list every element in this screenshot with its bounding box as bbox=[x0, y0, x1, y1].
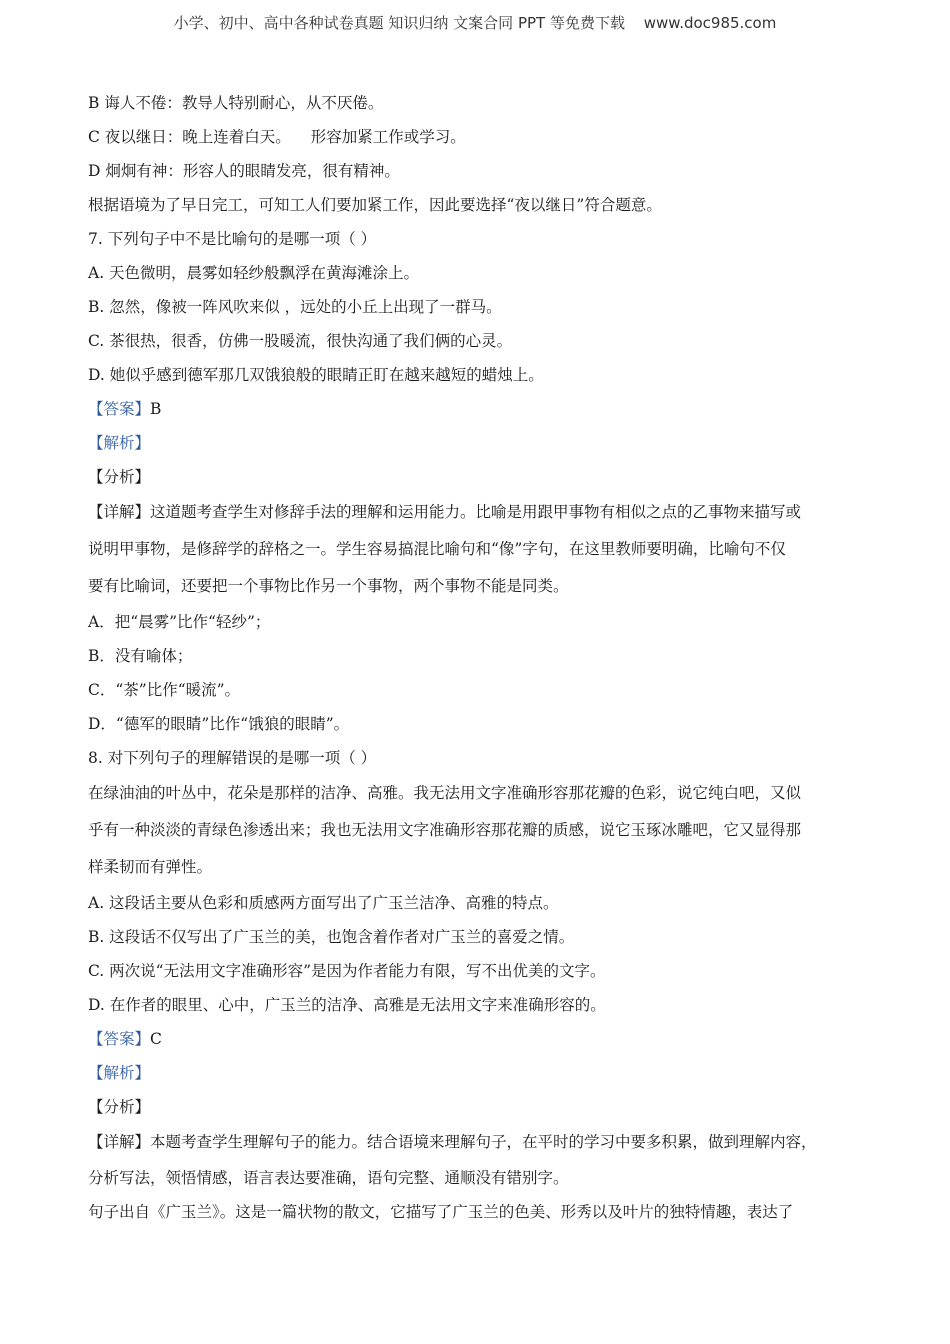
q7-option-c: C. 茶很热，很香，仿佛一股暖流，很快沟通了我们俩的心灵。 bbox=[88, 332, 513, 350]
q7-answer-tag: 【答案】 bbox=[88, 400, 151, 418]
q8-option-b: B. 这段话不仅写出了广玉兰的美，也饱含着作者对广玉兰的喜爱之情。 bbox=[88, 928, 575, 946]
q7-detail-line-3: 要有比喻词，还要把一个事物比作另一个事物，两个事物不能是同类。 bbox=[88, 577, 569, 595]
q7-fenxi: 【分析】 bbox=[88, 468, 151, 486]
prev-option-b: B 诲人不倦：教导人特别耐心，从不厌倦。 bbox=[88, 94, 384, 112]
q8-passage-line-3: 样柔韧而有弹性。 bbox=[88, 858, 213, 876]
prev-option-c-part1: C 夜以继日：晚上连着白天。 bbox=[88, 128, 291, 146]
q8-passage-line-2: 乎有一种淡淡的青绿色渗透出来；我也无法用文字准确形容那花瓣的质感，说它玉琢冰雕吧，它又显得那 bbox=[88, 821, 802, 839]
prev-option-c-part2: 形容加紧工作或学习。 bbox=[310, 128, 466, 146]
page-header bbox=[0, 12, 950, 33]
q8-option-c: C. 两次说“无法用文字准确形容”是因为作者能力有限，写不出优美的文字。 bbox=[88, 962, 606, 980]
q8-analysis-tag: 【解析】 bbox=[88, 1064, 151, 1082]
q7-option-d: D. 她似乎感到德军那几双饿狼般的眼睛正盯在越来越短的蜡烛上。 bbox=[88, 366, 544, 384]
q8-detail-line-2: 分析写法，领悟情感，语言表达要准确，语句完整、通顺没有错别字。 bbox=[88, 1169, 569, 1187]
q7-option-b: B. 忽然，像被一阵风吹来似 ，远处的小丘上出现了一群马。 bbox=[88, 298, 502, 316]
header-text: 小学、初中、高中各种试卷真题 知识归纳 文案合同 PPT 等免费下载 bbox=[173, 14, 625, 32]
q8-detail-line-1: 【详解】本题考查学生理解句子的能力。结合语境来理解句子，在平时的学习中要多积累，做到理解内容， bbox=[88, 1133, 817, 1151]
q7-question: 7. 下列句子中不是比喻句的是哪一项（ ） bbox=[88, 230, 377, 248]
q8-option-d: D. 在作者的眼里、心中，广玉兰的洁净、高雅是无法用文字来准确形容的。 bbox=[88, 996, 606, 1014]
q8-passage-line-1: 在绿油油的叶丛中，花朵是那样的洁净、高雅。我无法用文字准确形容那花瓣的色彩，说它纯白吧，又似 bbox=[88, 784, 802, 802]
document-body bbox=[88, 86, 868, 1229]
header-url[interactable]: www.doc985.com bbox=[643, 14, 777, 32]
q7-answer-value: B bbox=[150, 400, 162, 418]
q7-detail-line-1: 【详解】这道题考查学生对修辞手法的理解和运用能力。比喻是用跟甲事物有相似之点的乙事物来描写或 bbox=[88, 503, 802, 521]
prev-option-c bbox=[88, 120, 868, 154]
q7-analysis-tag: 【解析】 bbox=[88, 434, 151, 452]
q7-explain-c: C．“茶”比作“暖流”。 bbox=[88, 681, 241, 699]
q7-answer bbox=[88, 392, 868, 426]
prev-option-d: D 炯炯有神：形容人的眼睛发亮，很有精神。 bbox=[88, 162, 400, 180]
q7-explain-a: A．把“晨雾”比作“轻纱”； bbox=[88, 613, 271, 631]
q7-explain-d: D．“德军的眼睛”比作“饿狼的眼睛”。 bbox=[88, 715, 350, 733]
q8-fenxi: 【分析】 bbox=[88, 1098, 151, 1116]
q7-option-a: A. 天色微明，晨雾如轻纱般飘浮在黄海滩涂上。 bbox=[88, 264, 420, 282]
q8-option-a: A. 这段话主要从色彩和质感两方面写出了广玉兰洁净、高雅的特点。 bbox=[88, 894, 559, 912]
q8-answer bbox=[88, 1022, 868, 1056]
q8-answer-value: C bbox=[150, 1030, 162, 1048]
q7-detail-line-2: 说明甲事物，是修辞学的辞格之一。学生容易搞混比喻句和“像”字句，在这里教师要明确，比喻句不仅 bbox=[88, 540, 786, 558]
q7-explain-b: B．没有喻体； bbox=[88, 647, 193, 665]
prev-conclusion: 根据语境为了早日完工，可知工人们要加紧工作，因此要选择“夜以继日”符合题意。 bbox=[88, 196, 662, 214]
q8-analysis bbox=[88, 1056, 868, 1090]
q8-question: 8. 对下列句子的理解错误的是哪一项（ ） bbox=[88, 749, 377, 767]
q7-analysis bbox=[88, 426, 868, 460]
q8-detail-line-3: 句子出自《广玉兰》。这是一篇状物的散文，它描写了广玉兰的色美、形秀以及叶片的独特情趣，表达了 bbox=[88, 1203, 794, 1221]
q8-answer-tag: 【答案】 bbox=[88, 1030, 151, 1048]
